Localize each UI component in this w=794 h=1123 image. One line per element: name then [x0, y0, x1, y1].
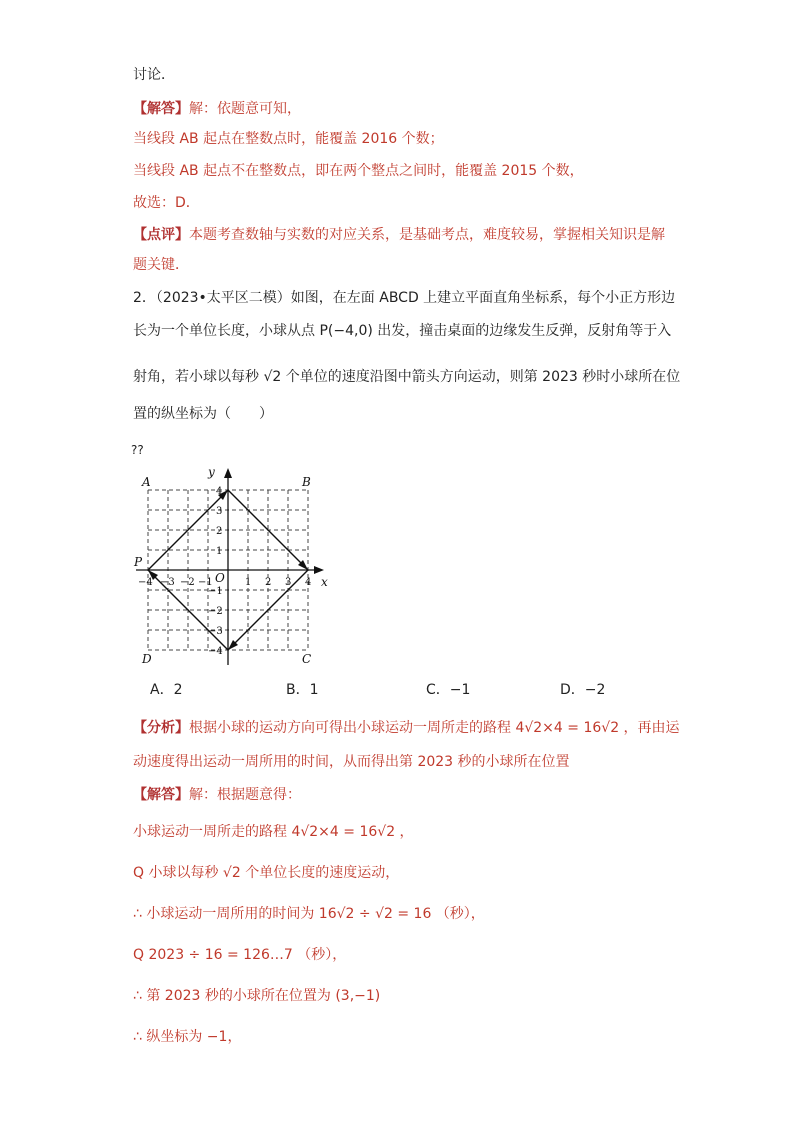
- y-tick-label: −2: [208, 606, 223, 617]
- solution-tag: 【解答】: [133, 787, 189, 803]
- solution-line-2: Q 小球以每秒 √2 个单位长度的速度运动，: [133, 865, 400, 881]
- x-axis-arrow-icon: [314, 566, 324, 574]
- x-tick-label: 2: [265, 577, 272, 588]
- coordinate-figure: [128, 460, 338, 670]
- x-tick-label: −4: [138, 577, 153, 588]
- y-tick-label: 2: [216, 526, 223, 537]
- solution-line-1: 小球运动一周所走的路程 4√2×4 = 16√2 ，: [133, 824, 414, 840]
- question-line-3: 射角，若小球以每秒 √2 个单位的速度沿图中箭头方向运动，则第 2023 秒时小球所在位: [133, 369, 681, 385]
- x-tick-label: 1: [245, 577, 252, 588]
- comment-text: 本题考查数轴与实数的对应关系，是基础考点，难度较易，掌握相关知识是解: [189, 227, 665, 243]
- y-axis-label: y: [208, 465, 215, 479]
- unknown-marks: ??: [131, 443, 144, 457]
- x-axis-label: x: [321, 575, 328, 589]
- y-tick-label: −4: [208, 646, 223, 657]
- point-label-p: P: [134, 555, 143, 569]
- x-tick-label: −3: [160, 577, 175, 588]
- answer-text: 解：依题意可知，: [189, 101, 301, 117]
- option-d: D．−2: [560, 682, 606, 698]
- y-tick-label: −1: [208, 586, 223, 597]
- corner-label-d: D: [142, 652, 152, 666]
- solution-line-3: ∴ 小球运动一周所用的时间为 16√2 ÷ √2 = 16 （秒），: [133, 906, 485, 922]
- question-line-2: 长为一个单位长度，小球从点 P(−4,0) 出发，撞击桌面的边缘发生反弹，反射角等于入: [133, 323, 672, 339]
- prev-line-3: 故选：D．: [133, 195, 200, 211]
- option-c: C．−1: [426, 682, 471, 698]
- answer-tag: 【解答】: [133, 101, 189, 117]
- solution-line-5: ∴ 第 2023 秒的小球所在位置为 (3,−1): [133, 988, 381, 1004]
- solution-line-intro: [133, 786, 301, 804]
- solution-line-6: ∴ 纵坐标为 −1，: [133, 1029, 242, 1045]
- y-tick-label: 3: [216, 506, 223, 517]
- solution-intro: 解：根据题意得：: [189, 787, 301, 803]
- prev-line-2: 当线段 AB 起点不在整数点，即在两个整点之间时，能覆盖 2015 个数，: [133, 163, 584, 179]
- y-tick-label: 1: [216, 546, 223, 557]
- prev-answer-line: [133, 100, 301, 118]
- option-b: B．1: [286, 682, 319, 698]
- question-line-1: 2．（2023•太平区二模）如图，在左面 ABCD 上建立平面直角坐标系，每个小正方形边: [133, 290, 676, 306]
- question-line-4: 置的纵坐标为（ ）: [133, 406, 273, 422]
- prev-line-0: 讨论．: [133, 67, 175, 83]
- corner-label-c: C: [302, 652, 312, 666]
- y-axis-arrow-icon: [224, 468, 232, 478]
- x-tick-label: −2: [180, 577, 195, 588]
- solution-line-4: Q 2023 ÷ 16 = 126…7 （秒），: [133, 947, 347, 963]
- corner-label-b: B: [302, 475, 311, 489]
- comment-line-2: 题关键．: [133, 257, 189, 273]
- analysis-line-1: [133, 719, 680, 737]
- corner-label-a: A: [142, 475, 151, 489]
- y-tick-label: −3: [208, 626, 223, 637]
- comment-line: [133, 226, 665, 244]
- prev-line-1: 当线段 AB 起点在整数点时，能覆盖 2016 个数；: [133, 131, 444, 147]
- analysis-tag: 【分析】: [133, 720, 189, 736]
- analysis-text: 根据小球的运动方向可得出小球运动一周所走的路程 4√2×4 = 16√2 ，再由运: [189, 720, 680, 736]
- y-tick-label: 4: [216, 486, 223, 497]
- comment-tag: 【点评】: [133, 227, 189, 243]
- analysis-line-2: 动速度得出运动一周所用的时间，从而得出第 2023 秒的小球所在位置: [133, 754, 570, 770]
- x-tick-label: 3: [285, 577, 292, 588]
- x-tick-label: −1: [198, 577, 213, 588]
- x-tick-label: 4: [305, 577, 312, 588]
- option-a: A．2: [150, 682, 183, 698]
- origin-label: O: [215, 571, 225, 585]
